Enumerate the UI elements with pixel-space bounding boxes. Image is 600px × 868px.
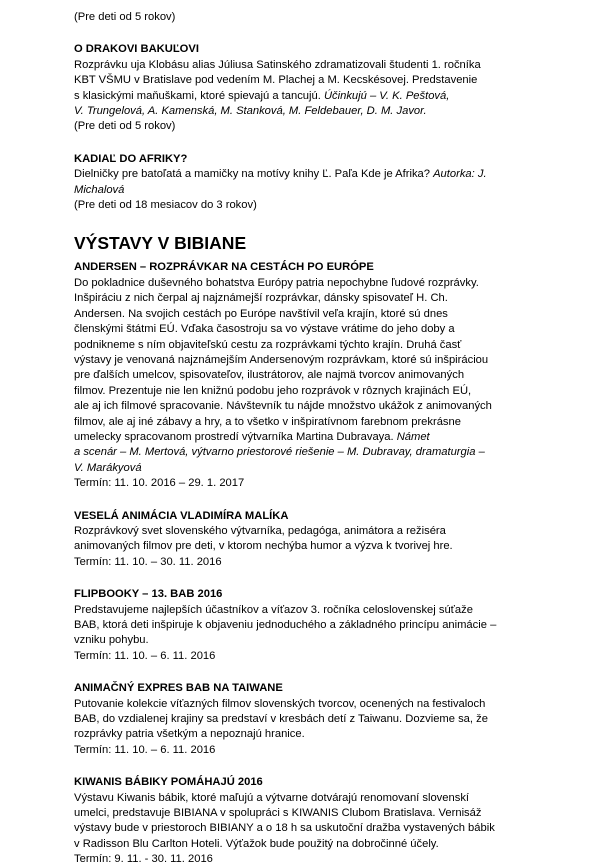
event-text-line (74, 89, 524, 104)
event-text-line (74, 167, 524, 182)
exhibit-term: Termín: 11. 10. – 6. 11. 2016 (74, 743, 216, 756)
exhibit-text-line: výstavy je venovaná najznámejším Andersenovým rozprávkam, ktoré sú inšpiráciou (74, 353, 489, 366)
exhibit-text-line: animovaných filmov pre deti, v ktorom nechýba humor a výzva k tvorivej hre. (74, 540, 453, 553)
exhibit-term: Termín: 11. 10. – 6. 11. 2016 (74, 649, 216, 662)
exhibit-text-line: Rozprávkový svet slovenského výtvarníka, pedagóga, animátora a režiséra (74, 524, 446, 537)
event-title-afrika: KADIAĽ DO AFRIKY? (74, 152, 188, 165)
section-title: VÝSTAVY V BIBIANE (74, 233, 247, 254)
exhibit-credits: V. Marákyová (74, 461, 142, 474)
event-text-line: KBT VŠMU v Bratislave pod vedením M. Plachej a M. Kecskésovej. Predstavenie (74, 74, 478, 87)
exhibit-title-taiwan: ANIMAČNÝ EXPRES BAB NA TAIWANE (74, 682, 283, 695)
exhibit-credits-line (74, 461, 524, 476)
exhibit-title-flipbooky: FLIPBOOKY – 13. BAB 2016 (74, 588, 223, 601)
exhibit-term: Termín: 11. 10. – 30. 11. 2016 (74, 555, 222, 568)
event-credits: V. Trungelová, A. Kamenská, M. Stanková, M. Feldebauer, D. M. Javor. (74, 105, 427, 118)
exhibit-text-line: pre ďalších umelcov, spisovateľov, ilustrátorov, ale najmä tvorcov animovaných (74, 369, 465, 382)
exhibit-text-line: umelci, predstavuje BIBIANA v spolupráci s KIWANIS Clubom Bratislava. Vernisáž (74, 807, 482, 820)
exhibit-text-line: Výstavu Kiwanis bábik, ktoré maľujú a výtvarne dotvárajú renomovaní slovenskí (74, 791, 470, 804)
exhibit-text-line: vzniku pohybu. (74, 634, 149, 647)
exhibit-text: umelecky spracovanom prostredí výtvarníka Martina Dubravaya. (74, 430, 394, 443)
exhibit-text-line: Inšpiráciu z nich čerpal aj najznámejší rozprávkar, dánsky spisovateľ H. Ch. (74, 292, 448, 305)
event-title-drakovi: O DRAKOVI BAKUĽOVI (74, 43, 199, 56)
exhibit-term: Termín: 9. 11. - 30. 11. 2016 (74, 853, 213, 866)
event-credits: Účinkujú – V. K. Peštová, (323, 89, 450, 102)
exhibit-text-line: Andersen. Na svojich cestách po Európe navštívil veľa krajín, ktoré sú dnes (74, 307, 448, 320)
exhibit-credits: Námet (396, 430, 430, 443)
exhibit-text-line: členskými štátmi EÚ. Vďaka časostroju sa vo výstave vrátime do jeho doby a (74, 323, 455, 336)
age-note: (Pre deti od 18 mesiacov do 3 rokov) (74, 199, 257, 212)
exhibit-text-line: BAB, ktorá deti inšpiruje k objaveniu jednoduchého a základného princípu animácie – (74, 619, 497, 631)
age-note: (Pre deti od 5 rokov) (74, 120, 176, 133)
exhibit-text-line: Putovanie kolekcie víťazných filmov slovenských tvorcov, ocenených na festivaloch (74, 697, 486, 710)
exhibit-text-line: filmov, ale aj iné zábavy a hry, a to všetko v inšpiratívnom farebnom prekrásne (74, 415, 461, 428)
event-text: s klasickými maňuškami, ktoré spievajú a tancujú. (74, 89, 321, 102)
exhibit-term: Termín: 11. 10. 2016 – 29. 1. 2017 (74, 477, 245, 490)
exhibit-text-line: ale aj ich filmové spracovanie. Návštevník tu nájde množstvo ukážok z animovaných (74, 400, 492, 413)
exhibit-text-line: rozprávky patria všetkým a nepoznajú hranice. (74, 728, 305, 741)
event-author: Michalová (74, 183, 125, 196)
exhibit-text-line (74, 430, 524, 445)
exhibit-credits: a scenár – M. Mertová, výtvarno priestorové riešenie – M. Dubravay, dramaturgia – (74, 446, 485, 459)
exhibit-title-malik: VESELÁ ANIMÁCIA VLADIMÍRA MALÍKA (74, 509, 289, 522)
event-credits-line (74, 104, 524, 119)
event-author: Autorka: J. (433, 168, 487, 181)
exhibit-text-line: BAB, do vzdialenej krajiny sa predstaví v kresbách detí z Taiwanu. Dozvieme sa, že (74, 713, 488, 726)
event-author-line (74, 183, 524, 198)
exhibit-title-kiwanis: KIWANIS BÁBIKY POMÁHAJÚ 2016 (74, 776, 263, 789)
exhibit-text-line: podnikneme s ním objaviteľskú cestu za rozprávkami týchto krajín. Druhá časť (74, 338, 462, 351)
exhibit-text-line: filmov. Prezentuje nie len knižnú podobu jeho rozprávok v rôznych krajinách EÚ, (74, 384, 472, 397)
age-note: (Pre deti od 5 rokov) (74, 11, 176, 23)
exhibit-text-line: Predstavujeme najlepších účastníkov a víťazov 3. ročníka celoslovenskej súťaže (74, 603, 473, 616)
exhibit-title-andersen: ANDERSEN – ROZPRÁVKAR NA CESTÁCH PO EURÓPE (74, 261, 374, 274)
exhibit-text-line: Do pokladnice duševného bohatstva Európy patria nepochybne ľudové rozprávky. (74, 276, 479, 289)
exhibit-text-line: výstavy bude v priestoroch BIBIANY a o 18 h sa uskutoční dražba vystavených bábik (74, 822, 495, 835)
document-page (74, 10, 524, 868)
exhibit-text-line: v Radisson Blu Carlton Hoteli. Výťažok bude použitý na dobročinné účely. (74, 837, 439, 850)
event-text-line: Rozprávku uja Klobásu alias Júliusa Satinského zdramatizovali študenti 1. ročníka (74, 58, 481, 71)
event-text: Dielničky pre batoľatá a mamičky na motívy knihy Ľ. Paľa Kde je Afrika? (74, 168, 430, 181)
exhibit-credits-line (74, 445, 524, 460)
